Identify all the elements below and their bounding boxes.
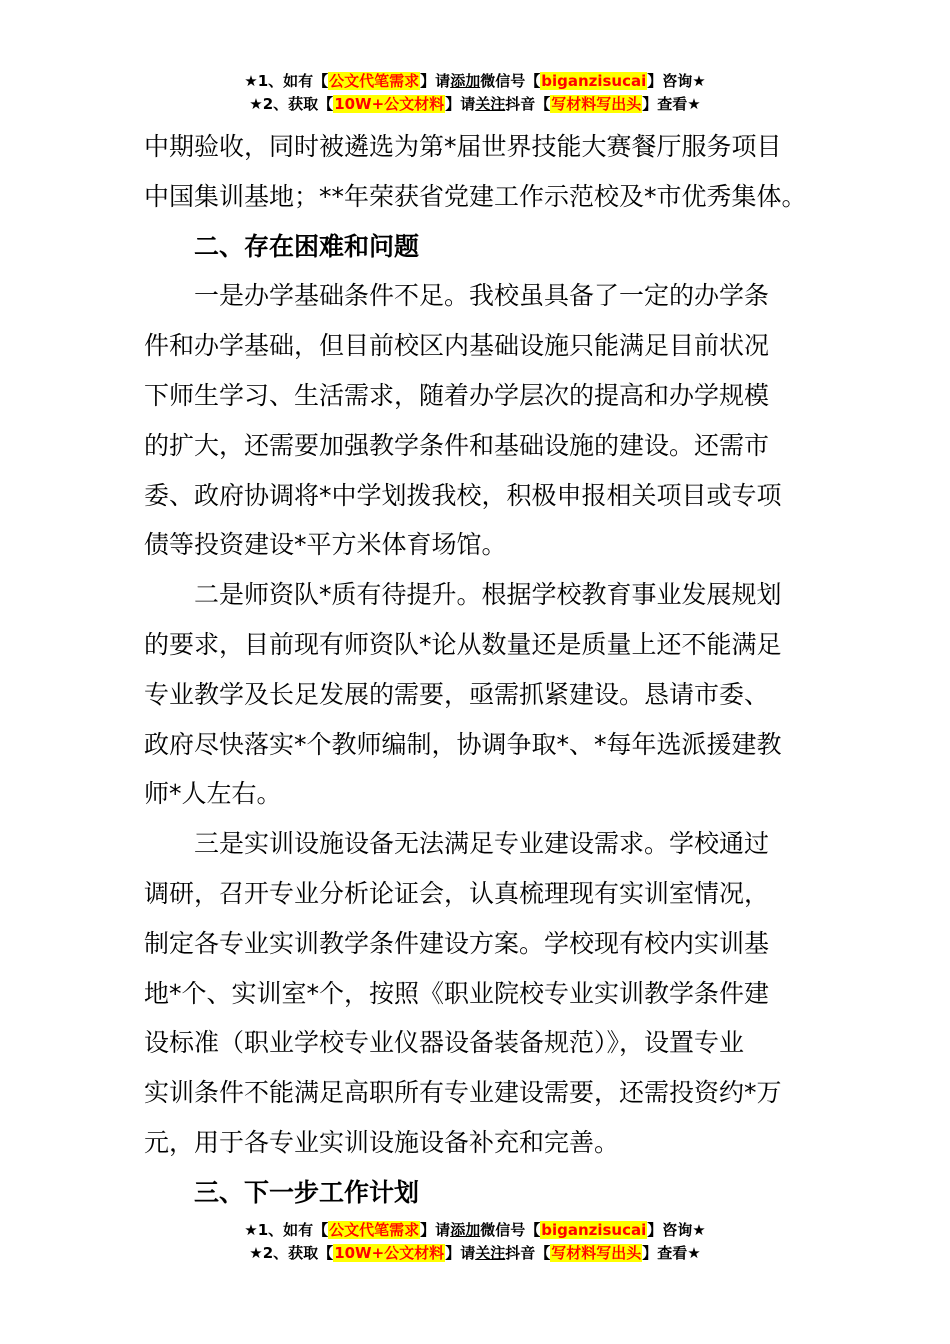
paragraph-line: 专业教学及长足发展的需要，亟需抓紧建设。恳请市委、 <box>144 679 770 709</box>
paragraph-line: 元，用于各专业实训设施设备补充和完善。 <box>144 1127 620 1157</box>
document-body <box>144 122 808 1218</box>
paragraph-line: 设标准（职业学校专业仪器设备装备规范）》，设置专业 <box>144 1028 745 1058</box>
paragraph-line: 实训条件不能满足高职所有专业建设需要，还需投资约*万 <box>144 1078 782 1108</box>
banner-text: 】查看★ <box>642 1244 701 1262</box>
banner-text: 】查看★ <box>642 95 701 113</box>
paragraph-line: 中国集训基地；**年荣获省党建工作示范校及*市优秀集体。 <box>144 181 807 211</box>
paragraph-line: 制定各专业实训教学条件建设方案。学校现有校内实训基 <box>144 928 770 958</box>
banner-underlined-text: 关注 <box>475 1244 506 1262</box>
banner-text: 】请 <box>420 1221 451 1239</box>
banner-highlight-service: 公文代笔需求 <box>329 1221 420 1239</box>
banner-underlined-text: 添加 <box>450 72 481 90</box>
banner-highlight-wechat-id: biganzisucai <box>541 1221 647 1239</box>
banner-text: 】咨询★ <box>647 72 706 90</box>
banner-underlined-text: 添加 <box>450 1221 481 1239</box>
banner-text: 】请 <box>445 95 476 113</box>
banner-text: ★2、获取【 <box>249 1244 334 1262</box>
header-banner <box>0 70 950 116</box>
banner-highlight-douyin-id: 写材料写出头 <box>551 95 642 113</box>
banner-text: 抖音【 <box>505 95 551 113</box>
banner-highlight-douyin-id: 写材料写出头 <box>551 1244 642 1262</box>
footer-banner-line-2 <box>0 1242 950 1265</box>
paragraph-line: 地*个、实训室*个，按照《职业院校专业实训教学条件建 <box>144 978 770 1008</box>
paragraph-line: 师*人左右。 <box>144 779 282 809</box>
paragraph-line: 政府尽快落实*个教师编制，协调争取*、*每年选派援建教 <box>144 729 782 759</box>
paragraph-line: 二是师资队*质有待提升。根据学校教育事业发展规划 <box>194 580 782 610</box>
footer-banner-line-1 <box>0 1219 950 1242</box>
footer-banner <box>0 1219 950 1265</box>
paragraph-line: 下师生学习、生活需求，随着办学层次的提高和办学规模 <box>144 380 770 410</box>
paragraph-line: 中期验收，同时被遴选为第*届世界技能大赛餐厅服务项目 <box>144 132 782 161</box>
banner-text: ★1、如有【 <box>244 72 329 90</box>
banner-text: 】请 <box>445 1244 476 1262</box>
paragraph-line: 调研，召开专业分析论证会，认真梳理现有实训室情况， <box>144 878 770 908</box>
banner-highlight-service: 公文代笔需求 <box>329 72 420 90</box>
banner-text: 】咨询★ <box>647 1221 706 1239</box>
banner-text: ★1、如有【 <box>244 1221 329 1239</box>
section-heading: 二、存在困难和问题 <box>194 231 420 261</box>
banner-underlined-text: 关注 <box>475 95 506 113</box>
banner-highlight-materials: 10W+公文材料 <box>334 95 445 113</box>
banner-text: 】请 <box>420 72 451 90</box>
header-banner-line-2 <box>0 93 950 116</box>
header-banner-line-1 <box>0 70 950 93</box>
section-heading: 三、下一步工作计划 <box>194 1177 420 1207</box>
paragraph-line: 委、政府协调将*中学划拨我校，积极申报相关项目或专项 <box>144 480 782 510</box>
paragraph-line: 一是办学基础条件不足。我校虽具备了一定的办学条 <box>194 281 770 311</box>
paragraph-line: 债等投资建设*平方米体育场馆。 <box>144 530 507 560</box>
banner-text: 微信号【 <box>480 1221 541 1239</box>
banner-highlight-materials: 10W+公文材料 <box>334 1244 445 1262</box>
banner-text: ★2、获取【 <box>249 95 334 113</box>
paragraph-line: 的要求，目前现有师资队*论从数量还是质量上还不能满足 <box>144 629 782 659</box>
paragraph-line: 的扩大，还需要加强教学条件和基础设施的建设。还需市 <box>144 430 770 460</box>
banner-highlight-wechat-id: biganzisucai <box>541 72 647 90</box>
paragraph-line: 三是实训设施设备无法满足专业建设需求。学校通过 <box>194 829 770 859</box>
banner-text: 微信号【 <box>480 72 541 90</box>
banner-text: 抖音【 <box>505 1244 551 1262</box>
paragraph-line: 件和办学基础，但目前校区内基础设施只能满足目前状况 <box>144 331 770 361</box>
